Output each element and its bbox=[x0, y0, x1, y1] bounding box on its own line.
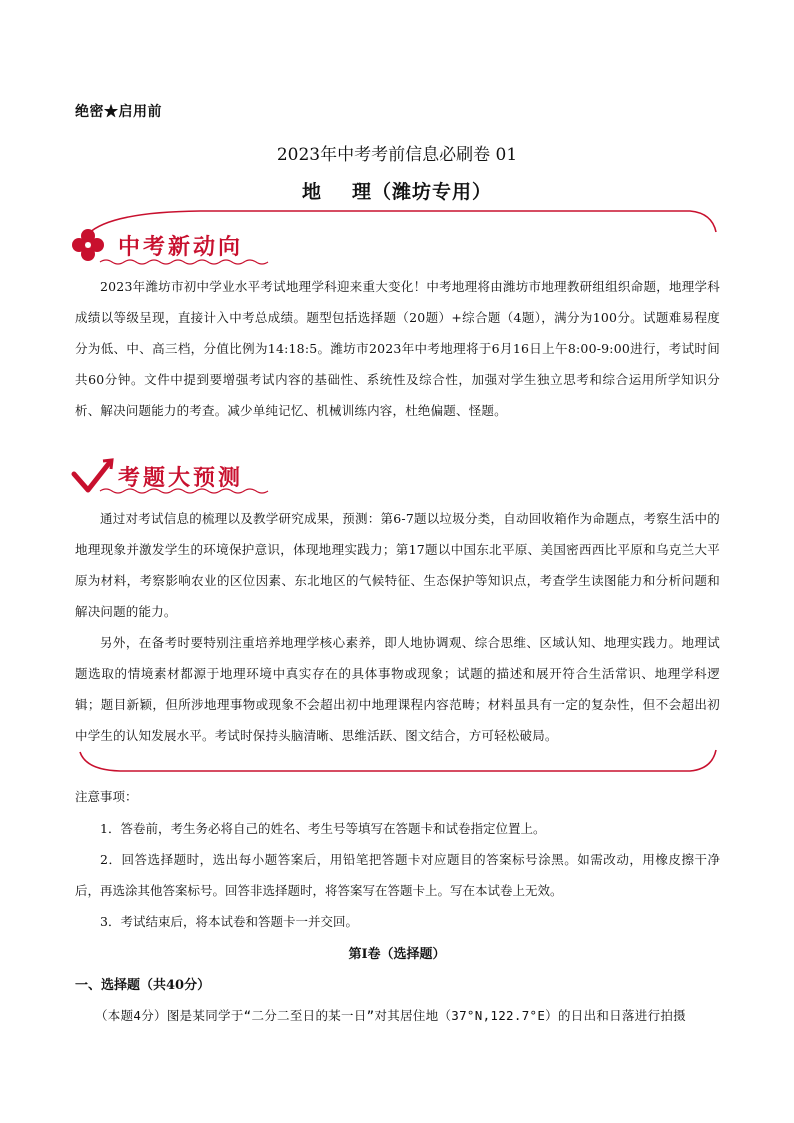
prediction-paragraph-1: 通过对考试信息的梳理以及教学研究成果，预测：第6-7题以垃圾分类，自动回收箱作为命题点，考察生活中的地理现象并激发学生的环境保护意识，体现地理实践力；第17题以中国东北平原、美国密西西比平原和乌克兰大平原为材料，考察影响农业的区位因素、东北地区的气候特征、生态保护等知识点，考查学生读图能力和分析问题和解决问题的能力。 bbox=[75, 511, 720, 619]
subject-rest: 理（潍坊专用） bbox=[352, 181, 493, 203]
part-title: 第I卷（选择题） bbox=[348, 947, 446, 962]
section-heading-prediction: 考题大预测 bbox=[118, 466, 244, 491]
paper-title: 2023年中考考前信息必刷卷 01 bbox=[276, 145, 518, 165]
flower-icon bbox=[72, 229, 104, 261]
notes-title: 注意事项： bbox=[75, 789, 138, 804]
confidential-label: 绝密★启用前 bbox=[75, 104, 162, 120]
note-item-1: 1．答卷前，考生务必将自己的姓名、考生号等填写在答题卡和试卷指定位置上。 bbox=[100, 821, 546, 836]
arrow-check-icon bbox=[74, 460, 112, 490]
paper-subtitle bbox=[0, 177, 794, 204]
section-heading-dynamics: 中考新动向 bbox=[118, 235, 244, 260]
note-item-3: 3．考试结束后，将本试卷和答题卡一并交回。 bbox=[100, 914, 358, 929]
dynamics-paragraph: 2023年潍坊市初中学业水平考试地理学科迎来重大变化！中考地理将由潍坊市地理教研组组织命题，地理学科成绩以等级呈现，直接计入中考总成绩。题型包括选择题（20题）+综合题（4题），满分为100分。试题难易程度分为低、中、高三档，分值比例为14:18:5。潍坊市2023年中考地理将于6月16日上午8:00-9:00进行，考试时间共60分钟。文件中提到要增强考试内容的基础性、系统性及综合性，加强对学生独立思考和综合运用所学知识分析、解决问题能力的考查。减少单纯记忆、机械训练内容，杜绝偏题、怪题。 bbox=[75, 279, 720, 418]
note-item-2: 2．回答选择题时，选出每小题答案后，用铅笔把答题卡对应题目的答案标号涂黑。如需改动，用橡皮擦干净后，再选涂其他答案标号。回答非选择题时，将答案写在答题卡上。写在本试卷上无效。 bbox=[75, 852, 720, 898]
section-title: 一、选择题（共40分） bbox=[75, 978, 211, 993]
question-intro: （本题4分）图是某同学于“二分二至日的某一日”对其居住地（37°N,122.7°E）的日出和日落进行拍摄 bbox=[95, 1008, 686, 1023]
prediction-paragraph-2: 另外，在备考时要特别注重培养地理学核心素养，即人地协调观、综合思维、区域认知、地理实践力。地理试题选取的情境素材都源于地理环境中真实存在的具体事物或现象；试题的描述和展开符合生活常识、地理学科逻辑；题目新颖，但所涉地理事物或现象不会超出初中地理课程内容范畴；材料虽具有一定的复杂性，但不会超出初中学生的认知发展水平。考试时保持头脑清晰、思维活跃、图文结合，方可轻松破局。 bbox=[75, 635, 720, 743]
subject-char: 地 bbox=[301, 181, 322, 203]
